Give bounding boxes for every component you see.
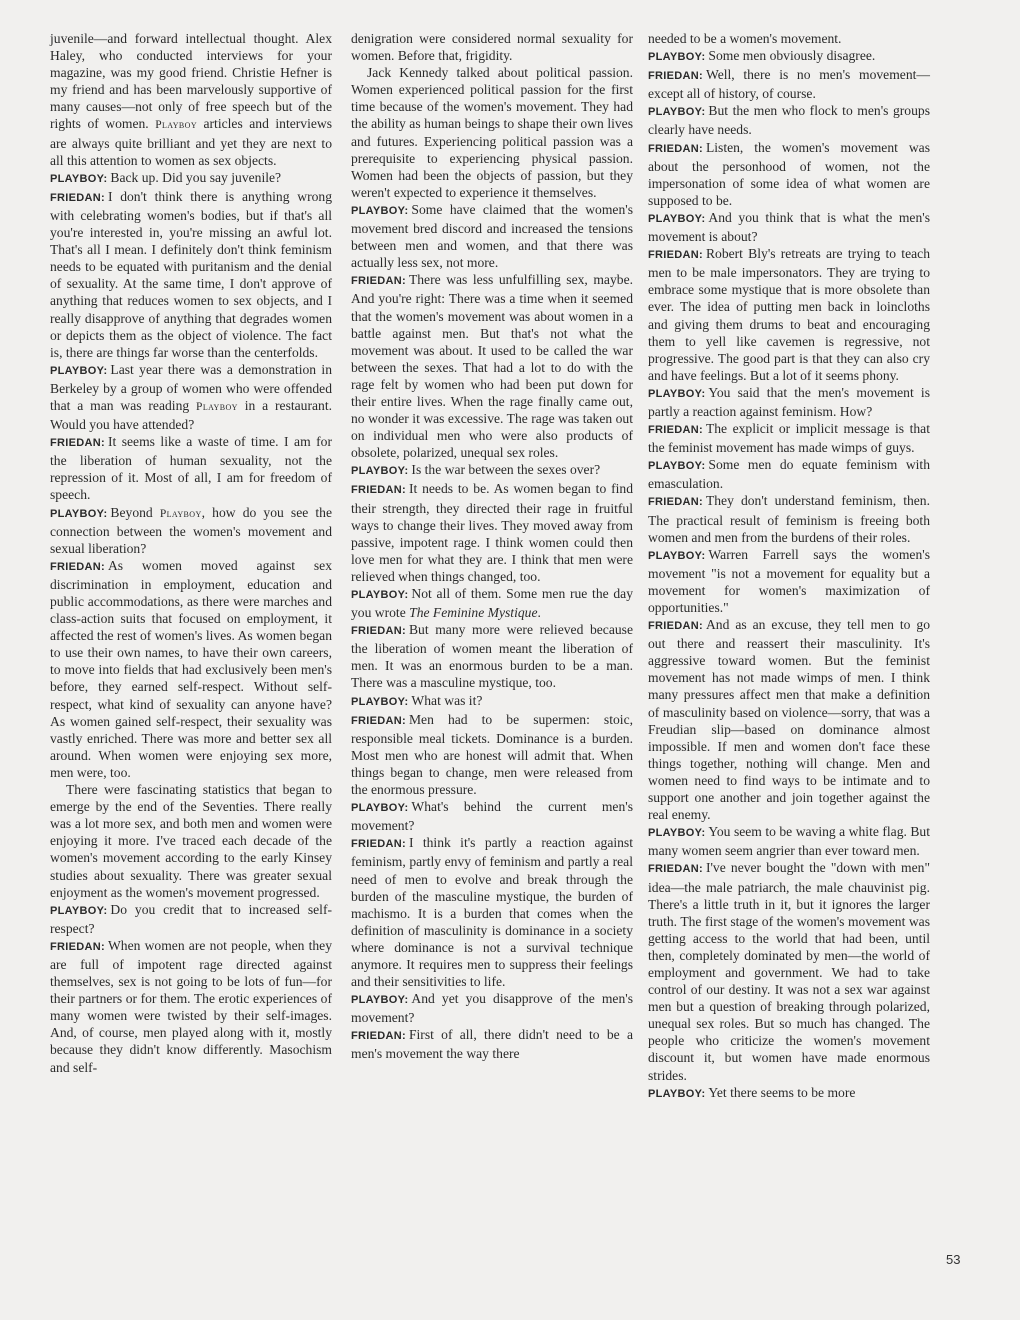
speaker-label: FRIEDAN: (648, 863, 703, 876)
paragraph (351, 621, 633, 691)
speaker-label: PLAYBOY: (351, 695, 409, 708)
paragraph (648, 546, 930, 616)
paragraph (648, 47, 930, 66)
speaker-label: FRIEDAN: (50, 940, 105, 953)
paragraph (648, 823, 930, 859)
paragraph-text: What was it? (411, 692, 483, 708)
paragraph-text: Not all of them. Some men rue the day you wrote The Feminine Mystique. (351, 586, 633, 621)
paragraph (50, 937, 332, 1076)
speaker-label: PLAYBOY: (50, 364, 108, 377)
paragraph-text: It seems like a waste of time. I am for the liberation of human sexuality, not the repression of it. Most of all, I am for freedom of speech. (50, 434, 332, 503)
paragraph-text: When women are not people, when they are full of impotent rage directed against themselves, sex is not going to be lots of fun—for their partners or for them. The erotic experiences of many women were twisted by their self-images. And, of course, men played along with it, mostly because they didn't know differently. Masochism and self- (50, 937, 332, 1075)
paragraph-text: juvenile—and forward intellectual thought. Alex Haley, who conducted interviews for your magazine, was my good friend. Christie Hefner is my friend and has been marvelously supportive of many causes—not only of free speech but of the rights of women. Playboy articles and interviews are always quite brilliant and yet they are next to all this attention to women as sex objects. (50, 31, 332, 168)
paragraph (648, 209, 930, 245)
speaker-label: FRIEDAN: (648, 249, 703, 262)
paragraph (351, 271, 633, 461)
paragraph (648, 492, 930, 545)
paragraph (351, 692, 633, 711)
paragraph (50, 557, 332, 781)
paragraph (351, 798, 633, 834)
paragraph-text: First of all, there didn't need to be a men's movement the way there (351, 1027, 633, 1062)
paragraph (648, 420, 930, 456)
speaker-label: PLAYBOY: (50, 507, 108, 520)
speaker-label: PLAYBOY: (648, 1087, 706, 1100)
paragraph-text: But many more were relieved because the liberation of women meant the liberation of men. It was an enormous burden to be a man. There was a masculine mystique, too. (351, 622, 633, 691)
paragraph-text: Last year there was a demonstration in Berkeley by a group of women who were offended that a man was reading Playboy in a restaurant. Would you have attended? (50, 361, 333, 433)
paragraph-text: I think it's partly a reaction against feminism, partly envy of feminism and partly a real need of men to evolve and break through the burden of the masculine mystique, the burden of machismo. It is a burden that comes when the definition of masculinity is dominance in a society where dominance is not a survival technique anymore. It requires men to suppress their feelings and their sensitivities to life. (351, 835, 633, 990)
paragraph-text: And yet you disapprove of the men's movement? (351, 991, 633, 1026)
speaker-label: PLAYBOY: (648, 106, 706, 119)
paragraph (648, 245, 930, 384)
paragraph-text: I don't think there is anything wrong with celebrating women's bodies, but if that's all you're interested in, you're missing an awful lot. That's all I mean. I definitely don't think feminism needs to be equated with puritanism and the denial of sexuality. At the same time, I don't approve of anything that reduces women to sex objects, and I really disapprove of anything that degrades women or depicts them as the object of violence. The fact is, there are things far worse than the centerfolds. (50, 188, 332, 360)
paragraph (50, 30, 332, 169)
speaker-label: PLAYBOY: (351, 994, 409, 1007)
speaker-label: PLAYBOY: (648, 387, 706, 400)
paragraph (351, 461, 633, 480)
paragraph (50, 504, 332, 557)
speaker-label: FRIEDAN: (351, 484, 406, 497)
paragraph (50, 781, 332, 901)
speaker-label: PLAYBOY: (50, 904, 108, 917)
speaker-label: FRIEDAN: (50, 560, 105, 573)
paragraph-text: Warren Farrell says the women's movement "is not a movement for equality but a movement for women's maximization of opportunities." (648, 546, 930, 615)
paragraph-text: It needs to be. As women began to find their strength, they directed their rage in fruitful ways to change their lives. They moved away from passive, impotent rage. I think women could then love men for what they are. I think that men were relieved when things changed, too. (351, 481, 633, 584)
paragraph (351, 1026, 633, 1062)
speaker-label: PLAYBOY: (351, 204, 409, 217)
paragraph-text: denigration were considered normal sexuality for women. Before that, frigidity. (351, 31, 633, 64)
paragraph-text: And you think that is what the men's movement is about? (648, 209, 930, 245)
text-column-3 (648, 30, 930, 1103)
speaker-label: FRIEDAN: (648, 142, 703, 155)
paragraph (648, 102, 930, 138)
paragraph (351, 480, 633, 585)
paragraph-text: And as an excuse, they tell men to go out there and reassert their masculinity. It's aggressive toward women. But the feminist movement has not made wimps of men. I think many pressures affect men that make a definition of masculinity based on violence—sorry, that was a Freudian slip—based on dominance almost impossible. If men and women don't face these things together, nothing will change. Men and women need to find ways to be intimate and to support one another and join together against the real enemy. (648, 617, 930, 823)
paragraph (648, 139, 930, 209)
paragraph-text: The explicit or implicit message is that the feminist movement has made wimps of guys. (648, 421, 930, 456)
speaker-label: PLAYBOY: (648, 460, 706, 473)
paragraph-text: Some have claimed that the women's movement bred discord and increased the tensions between men and women, and that there was actually less sex, not more. (351, 201, 633, 271)
speaker-label: PLAYBOY: (351, 465, 409, 478)
paragraph-text: Do you credit that to increased self-respect? (50, 901, 332, 936)
paragraph-text: Men had to be supermen: stoic, responsible meal tickets. Dominance is a burden. Most men who are honest will admit that. When things began to change, men were released from the enormous pressure. (351, 711, 633, 798)
paragraph (351, 585, 633, 621)
paragraph (351, 30, 633, 64)
paragraph (648, 66, 930, 102)
paragraph-text: But the men who flock to men's groups clearly have needs. (648, 103, 930, 138)
text-column-2 (351, 30, 633, 1063)
speaker-label: FRIEDAN: (351, 275, 406, 288)
paragraph (351, 711, 633, 798)
speaker-label: FRIEDAN: (351, 838, 406, 851)
speaker-label: PLAYBOY: (50, 172, 108, 185)
paragraph (50, 188, 332, 361)
speaker-label: FRIEDAN: (648, 424, 703, 437)
speaker-label: PLAYBOY: (648, 549, 706, 562)
paragraph (648, 616, 930, 823)
text-column-1 (50, 30, 332, 1076)
speaker-label: FRIEDAN: (50, 191, 105, 204)
speaker-label: FRIEDAN: (648, 70, 703, 83)
paragraph (648, 1084, 930, 1103)
paragraph-text: Yet there seems to be more (708, 1084, 856, 1100)
paragraph (50, 901, 332, 937)
paragraph-text: Some men do equate feminism with emasculation. (648, 457, 930, 492)
paragraph-text: I've never bought the "down with men" idea—the male patriarch, the male chauvinist pig. There's a little truth in it, but it ignores the larger truth. The first stage of the women's movement was getting access to the world that had been, until then, completely dominated by men—the world of employment and government. We had to take control of our destiny. It was not a sex war against men but a question of breaking through polarized, unequal sex roles. But so much has changed. The people who criticize the women's movement discount it, but women have made enormous strides. (648, 860, 930, 1083)
speaker-label: FRIEDAN: (351, 714, 406, 727)
paragraph-text: They don't understand feminism, then. The practical result of feminism is freeing both women and men from the burdens of their roles. (648, 493, 930, 545)
speaker-label: FRIEDAN: (648, 496, 703, 509)
paragraph-text: needed to be a women's movement. (648, 31, 842, 46)
paragraph (351, 990, 633, 1026)
page-number: 53 (946, 1252, 961, 1267)
paragraph (50, 169, 332, 188)
paragraph-text: As women moved against sex discrimination in employment, education and public accommodations, as there were marches and class-action suits that focused on employment, it affected the rest of women's lives. As women began to use their own names, to have their own careers, to move into fields that had exclusively been men's before, they earned self-respect. Without self-respect, what kind of sexuality can anyone have? As women gained self-respect, their sexuality was vastly enriched. There was more and better sex all around. When women were enjoying sex more, men were, too. (50, 557, 332, 780)
paragraph-text: There was less unfulfilling sex, maybe. And you're right: There was a time when it seemed that the women's movement was about women in a battle against men. But that's not what the movement was about. It used to be called the war between the sexes. That had a lot to do with the rage felt by women who had been put down for their entire lives. When the rage finally came out, no wonder it was excessive. The rage was taken out on individual men who were also products of obsolete, polarized, unequal sex roles. (351, 272, 633, 461)
paragraph-text: Well, there is no men's movement—except all of history, of course. (648, 67, 930, 102)
speaker-label: PLAYBOY: (648, 51, 706, 64)
paragraph (50, 361, 332, 433)
speaker-label: FRIEDAN: (648, 620, 703, 633)
speaker-label: FRIEDAN: (351, 625, 406, 638)
speaker-label: FRIEDAN: (351, 1030, 406, 1043)
speaker-label: PLAYBOY: (351, 589, 409, 601)
paragraph-text: There were fascinating statistics that began to emerge by the end of the Seventies. There really was a lot more sex, and both men and women were enjoying it more. I've traced each decade of the women's movement according to the early Kinsey studies about sexuality. There was greater sexual enjoyment as the women's movement progressed. (50, 782, 332, 900)
paragraph (648, 384, 930, 420)
speaker-label: PLAYBOY: (648, 212, 706, 225)
paragraph-text: Robert Bly's retreats are trying to teach men to be male impersonators. They are trying to embrace some mystique that is more obsolete than ever. The idea of putting men back in loincloths and giving them drums to beat and encouraging them to yell like cavemen is regressive, not progressive. The good part is that they can also cry and have feelings. But a lot of it seems phony. (648, 246, 930, 383)
paragraph-text: You seem to be waving a white flag. But many women seem angrier than ever toward men. (648, 824, 930, 859)
paragraph (351, 64, 633, 201)
paragraph-text: Back up. Did you say juvenile? (110, 169, 282, 185)
paragraph-text: Beyond Playboy, how do you see the connection between the women's movement and sexual liberation? (50, 504, 332, 556)
paragraph (648, 456, 930, 492)
speaker-label: PLAYBOY: (648, 827, 706, 840)
paragraph (50, 433, 332, 503)
paragraph-text: What's behind the current men's movement? (351, 799, 633, 834)
speaker-label: PLAYBOY: (351, 802, 409, 815)
paragraph-text: You said that the men's movement is partly a reaction against feminism. How? (648, 384, 930, 419)
paragraph (351, 834, 633, 990)
paragraph-text: Jack Kennedy talked about political passion. Women experienced political passion for the first time because of the women's movement. They had the ability as human beings to shape their own lives and futures. Experiencing political passion was a prerequisite to experiencing physical passion. Women had been the objects of passion, but they weren't expected to experience it themselves. (351, 65, 633, 200)
paragraph (351, 201, 633, 271)
paragraph-text: Is the war between the sexes over? (411, 462, 601, 478)
paragraph-text: Listen, the women's movement was about the personhood of women, not the impersonation of some idea of what women are supposed to be. (648, 139, 930, 208)
speaker-label: FRIEDAN: (50, 437, 105, 450)
paragraph (648, 30, 930, 47)
paragraph-text: Some men obviously disagree. (708, 48, 876, 64)
paragraph (648, 859, 930, 1083)
